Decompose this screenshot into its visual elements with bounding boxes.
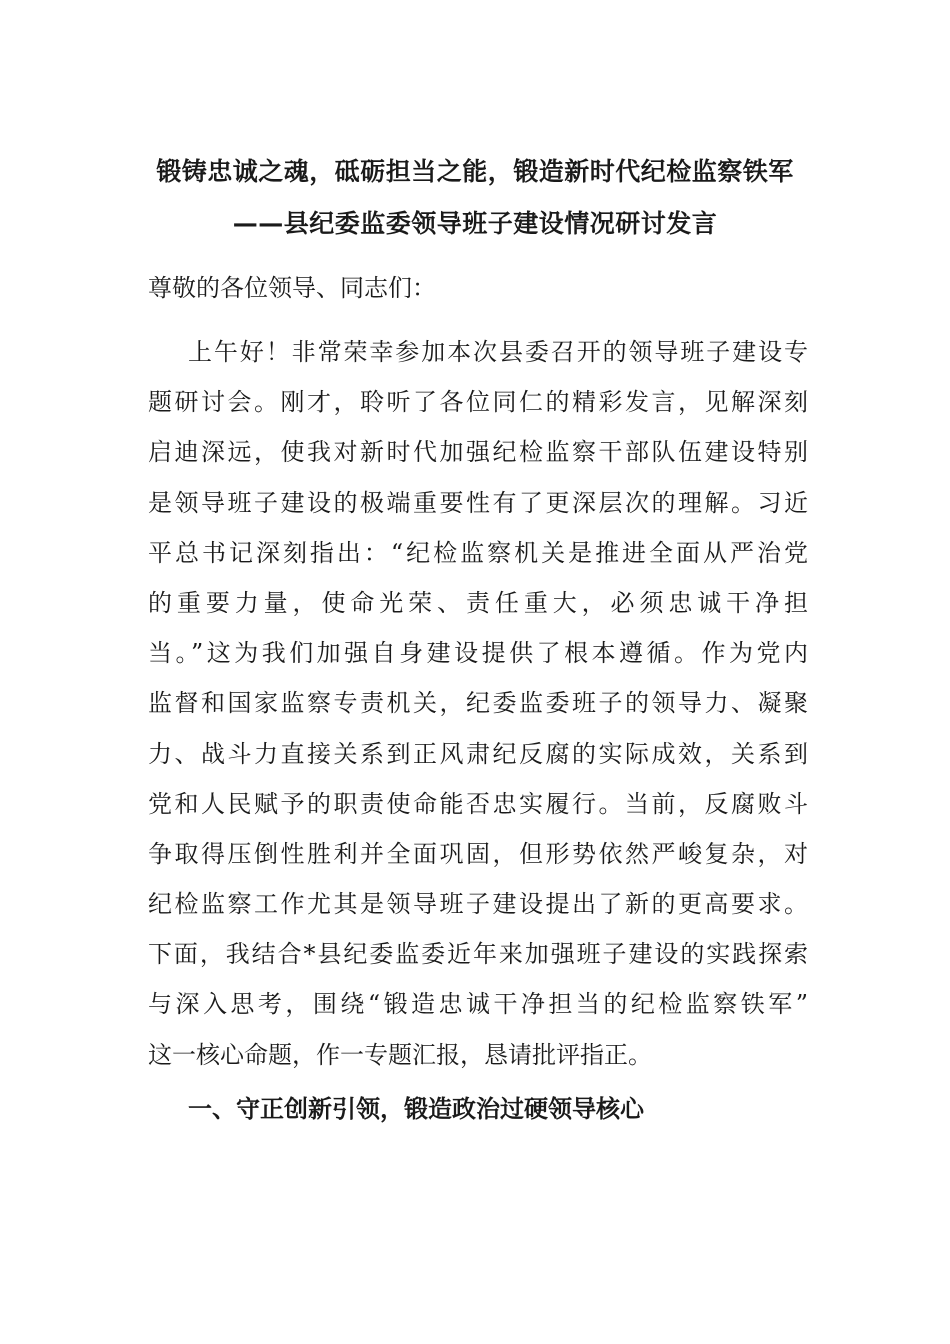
paragraph-line: 的重要力量，使命光荣、责任重大，必须忠诚干净担 <box>148 588 808 617</box>
document-title: 锻铸忠诚之魂，砥砺担当之能，锻造新时代纪检监察铁军 <box>156 157 794 186</box>
paragraph-line: 当。”这为我们加强自身建设提供了根本遵循。作为党内 <box>148 639 808 668</box>
paragraph-line: 下面，我结合*县纪委监委近年来加强班子建设的实践探索 <box>148 940 808 969</box>
paragraph-line: 与深入思考，围绕“锻造忠诚干净担当的纪检监察铁军” <box>148 990 808 1019</box>
paragraph-line: 力、战斗力直接关系到正风肃纪反腐的实际成效，关系到 <box>148 739 808 768</box>
paragraph-line: 监督和国家监察专责机关，纪委监委班子的领导力、凝聚 <box>148 689 808 718</box>
document-subtitle: ——县纪委监委领导班子建设情况研讨发言 <box>232 209 718 238</box>
paragraph-line: 争取得压倒性胜利并全面巩固，但形势依然严峻复杂，对 <box>148 839 808 868</box>
section-heading: 一、守正创新引领，锻造政治过硬领导核心 <box>188 1095 644 1123</box>
opening-paragraph <box>148 332 808 1085</box>
paragraph-line: 启迪深远，使我对新时代加强纪检监察干部队伍建设特别 <box>148 438 808 467</box>
salutation: 尊敬的各位领导、同志们： <box>148 274 436 302</box>
paragraph-line: 党和人民赋予的职责使命能否忠实履行。当前，反腐败斗 <box>148 789 808 818</box>
paragraph-line: 这一核心命题，作一专题汇报，恳请批评指正。 <box>148 1040 652 1069</box>
paragraph-line: 平总书记深刻指出：“纪检监察机关是推进全面从严治党 <box>148 538 808 567</box>
paragraph-line: 题研讨会。刚才，聆听了各位同仁的精彩发言，见解深刻 <box>148 388 808 417</box>
paragraph-line: 纪检监察工作尤其是领导班子建设提出了新的更高要求。 <box>148 890 808 919</box>
paragraph-line: 是领导班子建设的极端重要性有了更深层次的理解。习近 <box>148 488 808 517</box>
paragraph-line: 上午好！非常荣幸参加本次县委召开的领导班子建设专 <box>188 338 808 366</box>
